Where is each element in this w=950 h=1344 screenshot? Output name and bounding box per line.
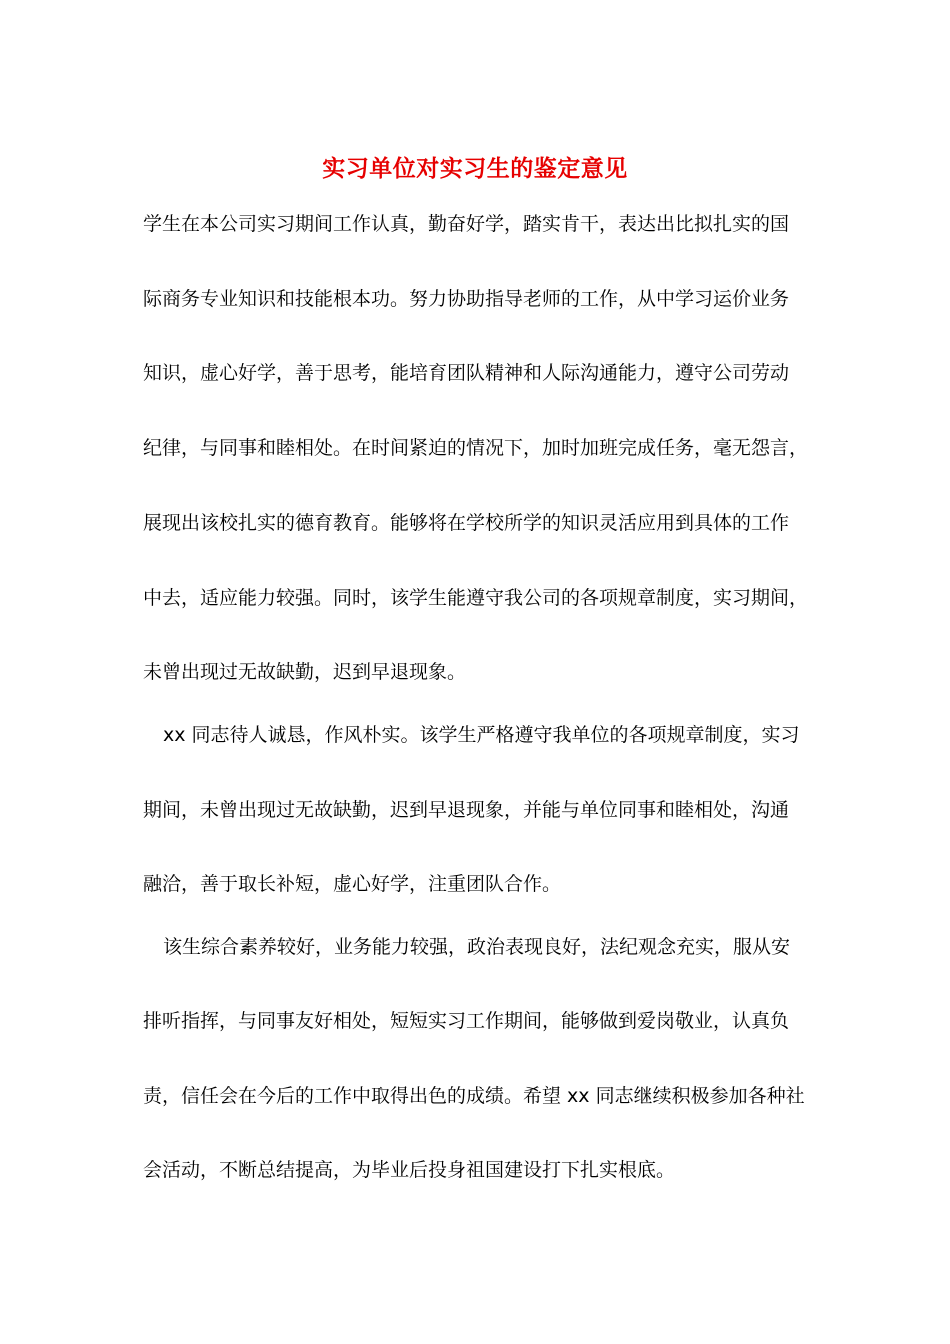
document-title: 实习单位对实习生的鉴定意见 (322, 155, 628, 182)
paragraph-1-line-7: 未曾出现过无故缺勤，迟到早退现象。 (143, 661, 467, 683)
paragraph-1-line-1: 学生在本公司实习期间工作认真，勤奋好学，踏实肯干，表达出比拟扎实的国 (143, 213, 790, 235)
paragraph-1-line-5: 展现出该校扎实的德育教育。能够将在学校所学的知识灵活应用到具体的工作 (143, 512, 790, 534)
paragraph-2-line-3: 融洽，善于取长补短，虚心好学，注重团队合作。 (143, 873, 562, 895)
paragraph-3-line-4: 会活动，不断总结提高，为毕业后投身祖国建设打下扎实根底。 (143, 1159, 676, 1181)
paragraph-1-line-6: 中去，适应能力较强。同时，该学生能遵守我公司的各项规章制度，实习期间， (143, 587, 809, 609)
paragraph-3-line-3: 责，信任会在今后的工作中取得出色的成绩。希望 xx 同志继续积极参加各种社 (143, 1085, 805, 1107)
paragraph-1-line-2: 际商务专业知识和技能根本功。努力协助指导老师的工作，从中学习运价业务 (143, 288, 790, 310)
paragraph-1-line-4: 纪律，与同事和睦相处。在时间紧迫的情况下，加时加班完成任务，毫无怨言， (143, 437, 809, 459)
paragraph-2-line-2: 期间，未曾出现过无故缺勤，迟到早退现象，并能与单位同事和睦相处，沟通 (143, 799, 790, 821)
paragraph-2-line-1: xx 同志待人诚恳，作风朴实。该学生严格遵守我单位的各项规章制度，实习 (163, 724, 800, 746)
paragraph-3-line-2: 排听指挥，与同事友好相处，短短实习工作期间，能够做到爱岗敬业，认真负 (143, 1010, 790, 1032)
paragraph-3-line-1: 该生综合素养较好，业务能力较强，政治表现良好，法纪观念充实，服从安 (163, 936, 791, 958)
paragraph-1-line-3: 知识，虚心好学，善于思考，能培育团队精神和人际沟通能力，遵守公司劳动 (143, 362, 790, 384)
